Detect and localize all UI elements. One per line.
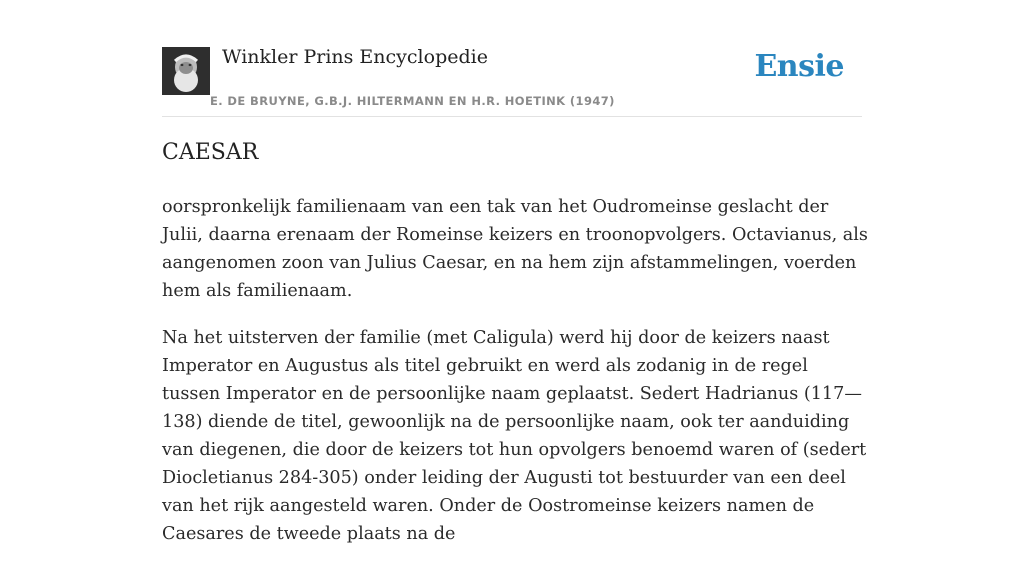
ensie-logo-link[interactable]: Ensie <box>754 49 844 84</box>
article-title: CAESAR <box>162 140 259 165</box>
author-avatar-icon[interactable] <box>162 47 210 95</box>
publication-authors: E. DE BRUYNE, G.B.J. HILTERMANN EN H.R. HOETINK (1947) <box>210 94 615 108</box>
article-paragraph: Na het uitsterven der familie (met Caligula) werd hij door de keizers naast Imperator en Augustus als titel gebruikt en werd als zodanig in de regel tussen Imperator en de persoonlijke naam geplaatst. Sedert Hadrianus (117— 138) diende de titel, gewoonlijk na de persoonlijke naam, ook ter aanduiding van diegenen, die door de keizers tot hun opvolgers benoemd waren of (sedert Diocletianus 284-305) onder leiding der Augusti tot bestuurder van een deel van het rijk aangesteld waren. Onder de Oostromeinse keizers namen de Caesares de tweede plaats na de <box>162 328 867 544</box>
article-paragraph: oorspronkelijk familienaam van een tak van het Oudromeinse geslacht der Julii, daarna erenaam der Romeinse keizers en troonopvolgers. Octavianus, als aangenomen zoon van Julius Caesar, en na hem zijn afstammelingen, voerden hem als familienaam. <box>162 197 868 301</box>
header <box>162 44 862 117</box>
publication-title[interactable]: Winkler Prins Encyclopedie <box>222 46 488 68</box>
bearded-man-portrait-icon <box>162 47 210 95</box>
article-body <box>162 193 868 567</box>
